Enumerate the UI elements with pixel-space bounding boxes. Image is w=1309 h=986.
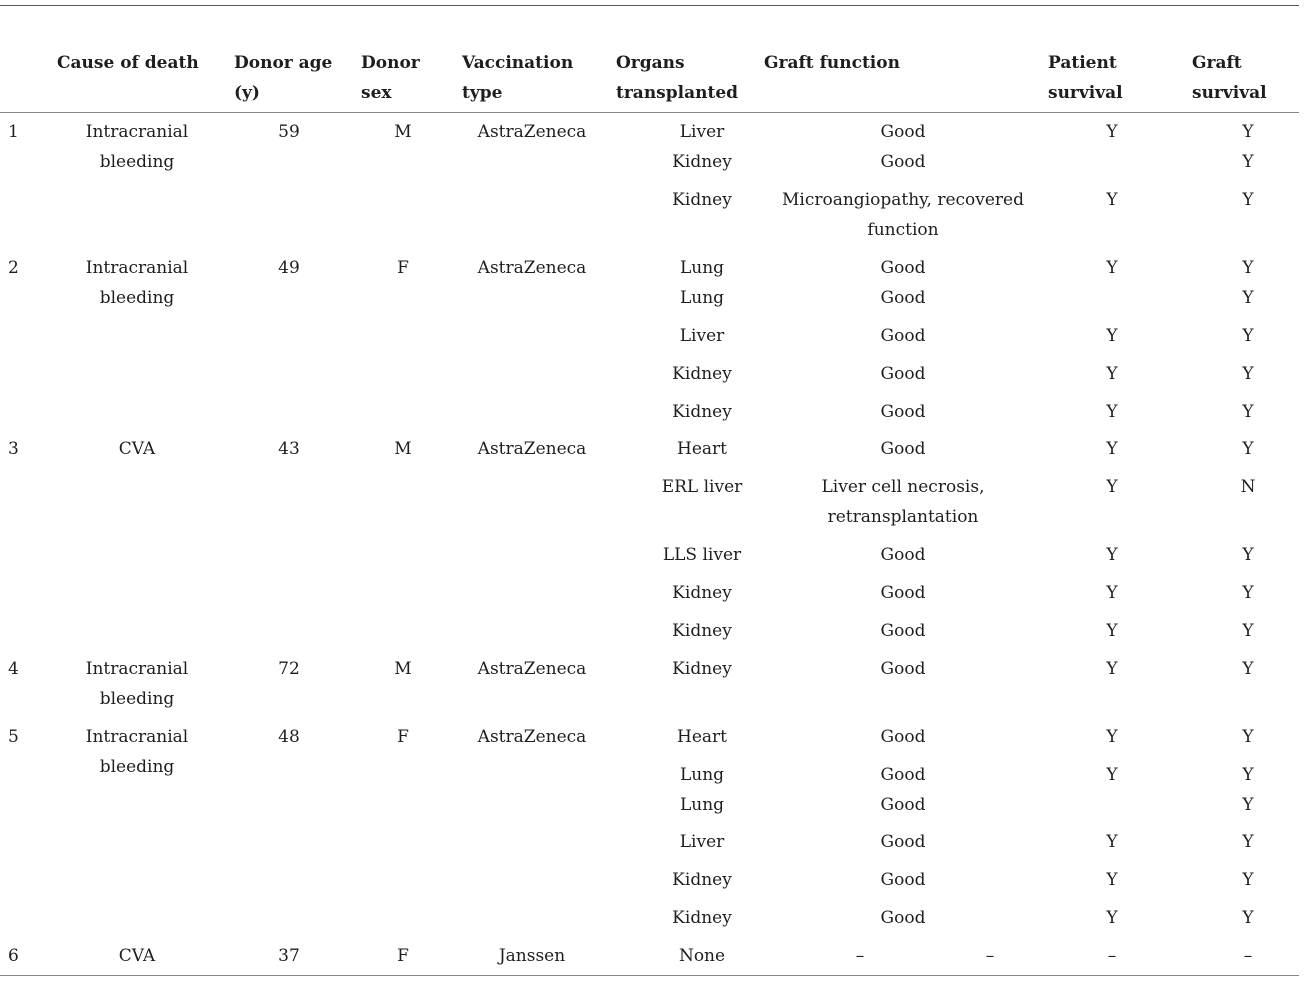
donor-age: 49 (278, 258, 300, 278)
header-donor-age-line2: (y) (234, 83, 260, 103)
organ: Heart (677, 439, 727, 459)
graft-survival: Y (1242, 402, 1254, 422)
graft-survival: Y (1242, 832, 1254, 852)
graft-survival: Y (1242, 439, 1254, 459)
vaccination-type: AstraZeneca (477, 659, 587, 679)
header-vaccination-line2: type (462, 83, 503, 103)
cause-of-death: CVA (118, 439, 156, 459)
vaccination-type: AstraZeneca (477, 258, 587, 278)
donor-id: 3 (8, 439, 19, 459)
donor-age: 48 (278, 727, 300, 747)
cause-of-death-line2: bleeding (99, 152, 175, 172)
top-rule (0, 5, 1299, 6)
header-organs-line1: Organs (616, 53, 685, 73)
graft-survival: Y (1242, 908, 1254, 928)
graft-function: Good (880, 795, 926, 815)
organ: Kidney (672, 152, 732, 172)
graft-survival: Y (1242, 288, 1254, 308)
organ: Kidney (672, 583, 732, 603)
header-graft-survival-line2: survival (1192, 83, 1267, 103)
graft-survival: Y (1242, 190, 1254, 210)
header-graft-survival-line1: Graft (1192, 53, 1242, 73)
graft-survival: Y (1242, 727, 1254, 747)
patient-survival: Y (1106, 326, 1118, 346)
donor-sex: F (397, 727, 409, 747)
patient-survival: Y (1106, 258, 1118, 278)
donor-id: 1 (8, 122, 19, 142)
patient-survival: Y (1106, 545, 1118, 565)
graft-function-dash: – (855, 946, 865, 966)
graft-function: Good (880, 727, 926, 747)
vaccination-type: AstraZeneca (477, 727, 587, 747)
header-donor-sex-line1: Donor (361, 53, 420, 73)
graft-function: Liver cell necrosis, (821, 477, 985, 497)
graft-survival: Y (1242, 795, 1254, 815)
graft-survival: Y (1242, 545, 1254, 565)
graft-function: Good (880, 326, 926, 346)
header-graft-function: Graft function (764, 53, 900, 73)
graft-function-dash-2: – (985, 946, 995, 966)
vaccination-type: Janssen (498, 946, 566, 966)
graft-function: Good (880, 364, 926, 384)
header-organs-line2: transplanted (616, 83, 739, 103)
organ: ERL liver (661, 477, 743, 497)
donor-sex: M (394, 122, 412, 142)
graft-survival: Y (1242, 765, 1254, 785)
patient-survival: Y (1106, 727, 1118, 747)
cause-of-death-line2: bleeding (99, 689, 175, 709)
vaccination-type: AstraZeneca (477, 122, 587, 142)
donor-sex: M (394, 659, 412, 679)
header-rule (0, 112, 1299, 113)
graft-survival: Y (1242, 870, 1254, 890)
organ: Kidney (672, 908, 732, 928)
patient-survival: Y (1106, 122, 1118, 142)
cause-of-death: CVA (118, 946, 156, 966)
organ: Liver (679, 122, 725, 142)
organ: Liver (679, 326, 725, 346)
donor-age: 59 (278, 122, 300, 142)
graft-function: Good (880, 258, 926, 278)
header-donor-sex-line2: sex (361, 83, 392, 103)
donor-sex: F (397, 946, 409, 966)
cause-of-death: Intracranial (85, 727, 189, 747)
graft-survival: Y (1242, 122, 1254, 142)
graft-function: Microangiopathy, recovered (782, 190, 1024, 210)
organ: LLS liver (662, 545, 742, 565)
graft-function: Good (880, 439, 926, 459)
organ: None (678, 946, 726, 966)
patient-survival: Y (1106, 621, 1118, 641)
graft-survival: Y (1242, 152, 1254, 172)
patient-survival: Y (1106, 190, 1118, 210)
graft-function-line2: function (867, 220, 939, 240)
graft-function-line2: retransplantation (827, 507, 979, 527)
organ: Lung (679, 258, 725, 278)
donor-age: 43 (278, 439, 300, 459)
cause-of-death: Intracranial (85, 258, 189, 278)
donor-id: 6 (8, 946, 19, 966)
header-cause-of-death: Cause of death (57, 53, 199, 73)
patient-survival: Y (1106, 364, 1118, 384)
graft-survival: Y (1242, 364, 1254, 384)
graft-function: Good (880, 832, 926, 852)
cause-of-death: Intracranial (85, 122, 189, 142)
organ: Lung (679, 288, 725, 308)
graft-function: Good (880, 402, 926, 422)
graft-function: Good (880, 122, 926, 142)
organ: Kidney (672, 870, 732, 890)
graft-function: Good (880, 583, 926, 603)
graft-survival: Y (1242, 258, 1254, 278)
patient-survival: Y (1106, 832, 1118, 852)
header-patient-survival-line2: survival (1048, 83, 1123, 103)
patient-survival: – (1107, 946, 1117, 966)
graft-function: Good (880, 545, 926, 565)
cause-of-death: Intracranial (85, 659, 189, 679)
bottom-rule (0, 975, 1299, 976)
graft-function: Good (880, 621, 926, 641)
graft-function: Good (880, 152, 926, 172)
organ: Lung (679, 765, 725, 785)
organ: Liver (679, 832, 725, 852)
patient-survival: Y (1106, 583, 1118, 603)
donor-id: 4 (8, 659, 19, 679)
graft-survival: – (1243, 946, 1253, 966)
vaccination-type: AstraZeneca (477, 439, 587, 459)
patient-survival: Y (1106, 659, 1118, 679)
patient-survival: Y (1106, 908, 1118, 928)
cause-of-death-line2: bleeding (99, 288, 175, 308)
organ: Kidney (672, 621, 732, 641)
patient-survival: Y (1106, 870, 1118, 890)
cause-of-death-line2: bleeding (99, 757, 175, 777)
graft-survival: Y (1242, 659, 1254, 679)
donor-sex: F (397, 258, 409, 278)
patient-survival: Y (1106, 477, 1118, 497)
organ: Kidney (672, 659, 732, 679)
patient-survival: Y (1106, 402, 1118, 422)
header-donor-age-line1: Donor age (234, 53, 333, 73)
donor-id: 5 (8, 727, 19, 747)
patient-survival: Y (1106, 439, 1118, 459)
donor-age: 37 (278, 946, 300, 966)
header-vaccination-line1: Vaccination (462, 53, 574, 73)
patient-survival: Y (1106, 765, 1118, 785)
graft-survival: N (1240, 477, 1256, 497)
organ: Kidney (672, 402, 732, 422)
graft-function: Good (880, 659, 926, 679)
organ: Lung (679, 795, 725, 815)
graft-survival: Y (1242, 621, 1254, 641)
graft-function: Good (880, 288, 926, 308)
donor-sex: M (394, 439, 412, 459)
graft-survival: Y (1242, 583, 1254, 603)
graft-function: Good (880, 870, 926, 890)
organ: Heart (677, 727, 727, 747)
donor-age: 72 (278, 659, 300, 679)
graft-survival: Y (1242, 326, 1254, 346)
graft-function: Good (880, 908, 926, 928)
organ: Kidney (672, 364, 732, 384)
header-patient-survival-line1: Patient (1048, 53, 1117, 73)
organ: Kidney (672, 190, 732, 210)
graft-function: Good (880, 765, 926, 785)
donor-id: 2 (8, 258, 19, 278)
